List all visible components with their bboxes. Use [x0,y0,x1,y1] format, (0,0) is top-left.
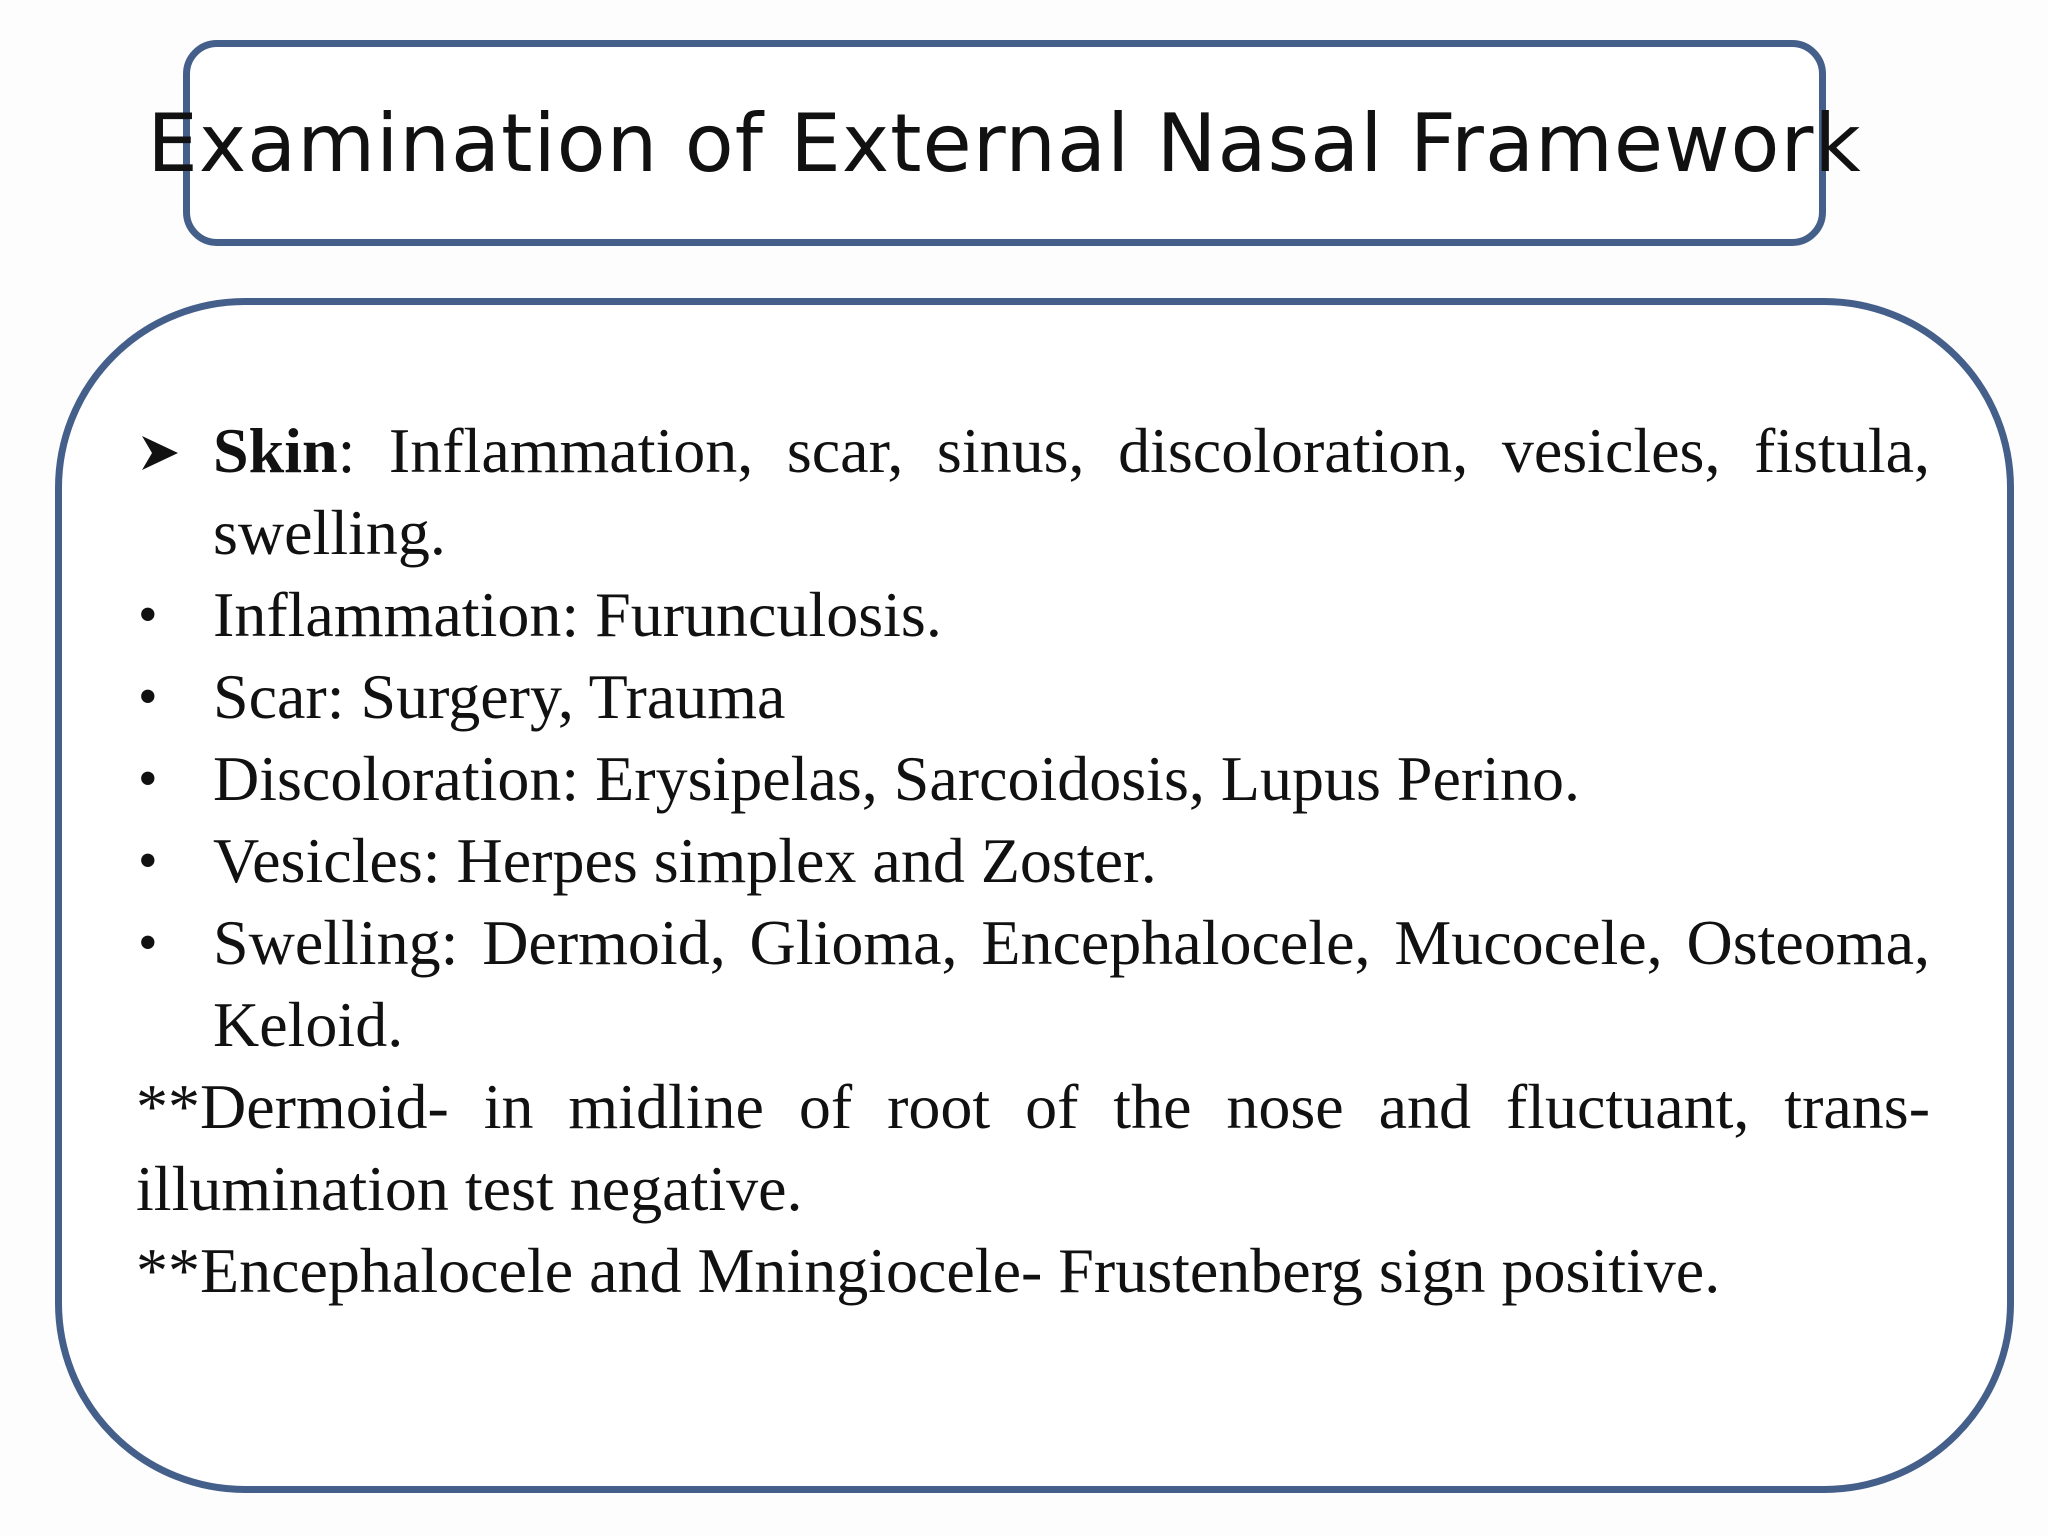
content-body [136,410,1930,1312]
bullet-icon: • [138,912,158,974]
list-item-text: Discoloration: Erysipelas, Sarcoidosis, Lupus Perino. [213,743,1580,814]
bullet-icon: • [138,830,158,892]
list-item [136,656,1930,738]
bullet-icon: • [138,748,158,810]
list-item-text: Scar: Surgery, Trauma [213,661,786,732]
list-item [136,820,1930,902]
list-item-text: Inflammation: Furunculosis. [213,579,942,650]
skin-label: Skin [213,415,338,486]
slide-title: Examination of External Nasal Framework [147,96,1862,190]
list-item [136,738,1930,820]
skin-item [136,410,1930,574]
list-item [136,902,1930,1066]
note-dermoid: **Dermoid- in midline of root of the nose and fluctuant, trans-illumination test negative. [136,1071,1930,1224]
bullet-icon: • [138,666,158,728]
note-encephalocele: **Encephalocele and Mningiocele- Frustenberg sign positive. [136,1235,1721,1306]
bullet-icon: • [138,584,158,646]
skin-text: : Inflammation, scar, sinus, discoloration, vesicles, fistula, swelling. [213,415,1930,568]
list-item-text: Swelling: Dermoid, Glioma, Encephalocele, Mucocele, Osteoma, Keloid. [213,907,1930,1060]
list-item-text: Vesicles: Herpes simplex and Zoster. [213,825,1157,896]
list-item [136,574,1930,656]
title-box [147,40,1862,246]
